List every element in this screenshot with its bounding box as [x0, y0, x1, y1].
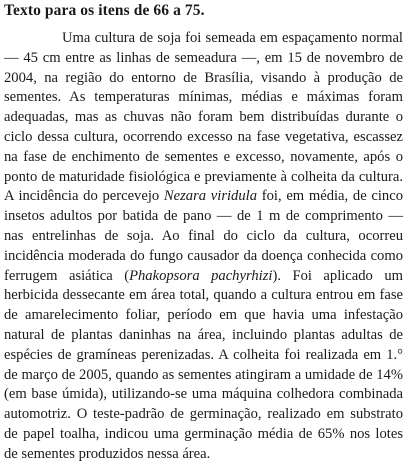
section-heading: Texto para os itens de 66 a 75. — [4, 2, 205, 19]
species-name-nezara: Nezara viridula — [163, 188, 258, 205]
paragraph-text-part-2: foi, em média, de cinco insetos adultos por batida de pano — de 1 m de comprimento — nas entrelinhas de soja. Ao final do ciclo da cultura, ocorreu incidência moderada do fungo causador da doença conhecida como ferrugem asiática ( — [4, 188, 403, 284]
paragraph-text-part-3: ). Foi aplicado um herbicida dessecante em área total, quando a cultura entrou em fase de amarelecimento foliar, período em que havia uma infestação natural de plantas daninhas na área, incluindo plantas adultas de espécies de gramíneas perenizadas. A colheita foi realizada em 1.° de março de 2005, quando as sementes atingiram a umidade de 14% (em base úmida), utilizando-se uma máquina colhedora combinada automotriz. O teste-padrão de germinação, realizado em substrato de papel toalha, indicou uma germinação média de 65% nos lotes de sementes produzidos nessa área. — [4, 267, 403, 462]
body-paragraph — [4, 29, 403, 465]
document-page — [4, 1, 403, 465]
paragraph-text-part-1: Uma cultura de soja foi semeada em espaçamento normal — 45 cm entre as linhas de semeadura —, em 15 de novembro de 2004, na região do entorno de Brasília, visando à produção de sementes. As temperaturas mínimas, médias e máximas foram adequadas, mas as chuvas não foram bem distribuídas durante o ciclo dessa cultura, ocorrendo excesso na fase vegetativa, escassez na fase de enchimento de sementes e excesso, novamente, após o ponto de maturidade fisiológica e previamente à colheita da cultura. A incidência do percevejo — [4, 30, 403, 205]
species-name-phakopsora: Phakopsora pachyrhizi — [129, 267, 273, 284]
